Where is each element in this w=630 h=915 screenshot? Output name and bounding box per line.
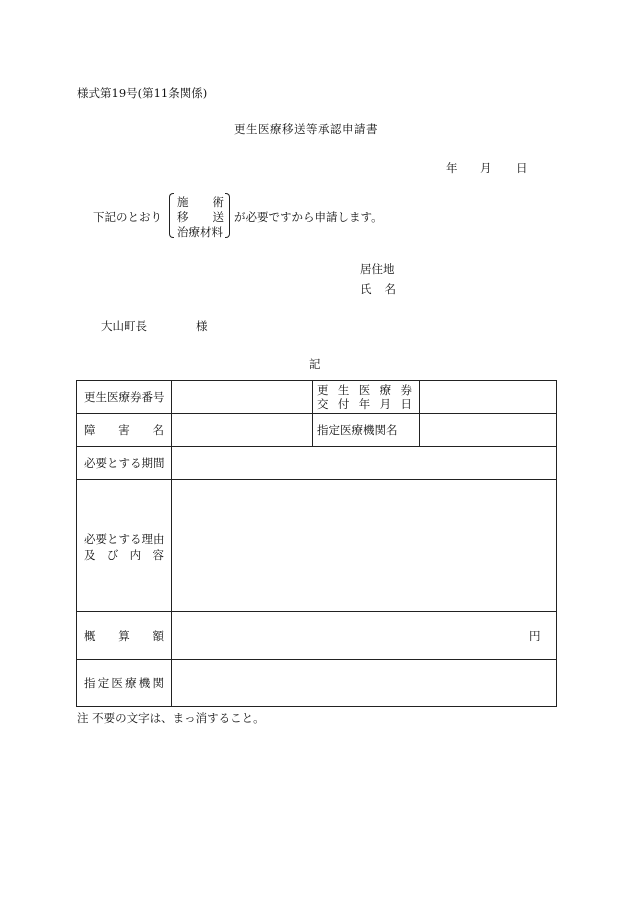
addressee: 大山町長 (101, 319, 147, 333)
required-period-field[interactable] (173, 449, 555, 478)
date-day-label: 日 (516, 161, 528, 175)
footnote: 注 不要の文字は、まっ消すること。 (77, 711, 265, 725)
residence-label: 居住地 (360, 262, 395, 276)
option-materials: 治療材料 (177, 225, 223, 239)
honorific: 様 (196, 319, 208, 333)
option-transport: 移 送 (177, 210, 224, 224)
date-month-label: 月 (480, 161, 492, 175)
table-row-institution (77, 660, 556, 706)
yen-unit: 円 (529, 629, 541, 643)
disability-name-field[interactable] (173, 416, 311, 445)
right-bracket (225, 193, 230, 238)
reason-label-line1: 必要とする理由 (84, 532, 165, 546)
designated-institution-field[interactable] (173, 662, 555, 704)
estimate-field[interactable] (173, 614, 513, 658)
request-prefix: 下記のとおり (93, 210, 162, 224)
request-suffix: が必要ですから申請します。 (234, 210, 383, 224)
table-row-period (77, 447, 556, 480)
estimate-label: 概 算 額 (84, 629, 164, 643)
disability-name-label: 障 害 名 (84, 423, 164, 437)
date-year-label: 年 (446, 161, 458, 175)
designated-institution-label: 指 定 医 療 機 関 (84, 676, 164, 690)
applicant-name-label: 氏 名 (360, 282, 396, 296)
ticket-number-label: 更生医療券番号 (84, 390, 165, 404)
designated-institution-name-label: 指定医療機関名 (317, 423, 398, 437)
table-row-reason (77, 480, 556, 612)
ki-label: 記 (309, 357, 321, 371)
issue-date-label-line2: 交 付 年 月 日 (317, 397, 412, 411)
issue-date-label-line1: 更 生 医 療 券 (317, 383, 412, 397)
option-treatment: 施 術 (177, 195, 224, 209)
table-row-ticket (77, 381, 556, 414)
table-row-disability (77, 414, 556, 447)
designated-institution-name-field[interactable] (421, 416, 555, 445)
table-row-estimate (77, 612, 556, 660)
ticket-number-field[interactable] (173, 383, 311, 412)
issue-date-field[interactable] (421, 383, 555, 412)
form-number-label: 様式第19号(第11条関係) (77, 86, 208, 100)
application-table (76, 380, 557, 707)
reason-label-line2: 及 び 内 容 (84, 548, 164, 562)
left-bracket (169, 193, 174, 238)
reason-field[interactable] (173, 482, 555, 610)
document-title: 更生医療移送等承認申請書 (234, 122, 378, 136)
required-period-label: 必要とする期間 (84, 456, 165, 470)
